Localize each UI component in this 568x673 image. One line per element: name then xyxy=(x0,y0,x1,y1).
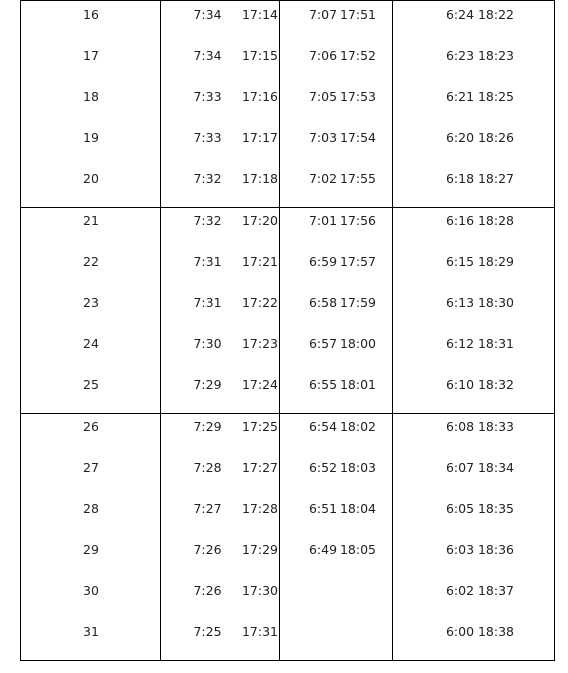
column-a-sunset: 17:27 xyxy=(241,460,279,475)
table-group xyxy=(20,0,555,208)
column-b-sunrise: 7:06 xyxy=(308,48,338,63)
column-c-sunrise: 6:03 xyxy=(445,542,475,557)
column-b-sunset: 17:52 xyxy=(339,48,377,63)
column-c-sunset: 18:25 xyxy=(477,89,515,104)
column-c-sunrise: 6:05 xyxy=(445,501,475,516)
column-c-sunset: 18:27 xyxy=(477,171,515,186)
table-row xyxy=(21,169,556,189)
column-b-sunset: 18:02 xyxy=(339,419,377,434)
column-a-sunset: 17:22 xyxy=(241,295,279,310)
column-a-sunset: 17:18 xyxy=(241,171,279,186)
column-a-sunset: 17:14 xyxy=(241,7,279,22)
column-a-sunset: 17:30 xyxy=(241,583,279,598)
column-c-sunrise: 6:07 xyxy=(445,460,475,475)
table-group xyxy=(20,413,555,661)
column-a-sunset: 17:17 xyxy=(241,130,279,145)
column-b-sunset: 17:56 xyxy=(339,213,377,228)
column-c-sunrise: 6:12 xyxy=(445,336,475,351)
table-row xyxy=(21,211,556,231)
column-a-sunrise: 7:25 xyxy=(193,624,222,639)
table-row xyxy=(21,252,556,272)
column-b-sunset: 17:54 xyxy=(339,130,377,145)
day-number: 26 xyxy=(83,419,99,434)
column-c-sunrise: 6:23 xyxy=(445,48,475,63)
column-b-sunset xyxy=(338,622,378,642)
column-a-sunset: 17:31 xyxy=(241,624,279,639)
column-c-sunset: 18:37 xyxy=(477,583,515,598)
table-row xyxy=(21,87,556,107)
column-a-sunrise: 7:27 xyxy=(193,501,222,516)
column-b-sunrise: 7:03 xyxy=(308,130,338,145)
column-a-sunrise: 7:32 xyxy=(193,213,222,228)
table-row xyxy=(21,581,556,601)
column-b-sunrise: 6:59 xyxy=(308,254,338,269)
column-c-sunset: 18:33 xyxy=(477,419,515,434)
day-number: 30 xyxy=(83,583,99,598)
column-c-sunset: 18:30 xyxy=(477,295,515,310)
column-b-sunrise: 6:57 xyxy=(308,336,338,351)
table-row xyxy=(21,128,556,148)
column-c-sunset: 18:29 xyxy=(477,254,515,269)
table-row xyxy=(21,622,556,642)
column-a-sunrise: 7:33 xyxy=(193,89,222,104)
column-a-sunset: 17:16 xyxy=(241,89,279,104)
column-c-sunrise: 6:24 xyxy=(445,7,475,22)
table-group xyxy=(20,207,555,414)
table-row xyxy=(21,293,556,313)
column-b-sunset: 17:59 xyxy=(339,295,377,310)
column-b-sunrise: 7:07 xyxy=(308,7,338,22)
column-b-sunrise: 6:55 xyxy=(308,377,338,392)
column-c-sunset: 18:32 xyxy=(477,377,515,392)
table-row xyxy=(21,334,556,354)
column-c-sunrise: 6:18 xyxy=(445,171,475,186)
column-c-sunset: 18:23 xyxy=(477,48,515,63)
column-b-sunrise: 7:02 xyxy=(308,171,338,186)
column-b-sunrise: 6:58 xyxy=(308,295,338,310)
table-row xyxy=(21,458,556,478)
day-number: 16 xyxy=(83,7,99,22)
column-c-sunrise: 6:21 xyxy=(445,89,475,104)
column-a-sunrise: 7:32 xyxy=(193,171,222,186)
column-c-sunset: 18:31 xyxy=(477,336,515,351)
column-b-sunset xyxy=(338,581,378,601)
day-number: 22 xyxy=(83,254,99,269)
column-a-sunset: 17:21 xyxy=(241,254,279,269)
column-a-sunrise: 7:34 xyxy=(193,7,222,22)
column-b-sunset: 17:55 xyxy=(339,171,377,186)
column-c-sunset: 18:28 xyxy=(477,213,515,228)
day-number: 28 xyxy=(83,501,99,516)
day-number: 21 xyxy=(83,213,99,228)
column-b-sunset: 18:03 xyxy=(339,460,377,475)
column-b-sunrise: 7:01 xyxy=(308,213,338,228)
column-a-sunrise: 7:29 xyxy=(193,419,222,434)
column-a-sunrise: 7:29 xyxy=(193,377,222,392)
column-b-sunset: 17:57 xyxy=(339,254,377,269)
column-c-sunrise: 6:00 xyxy=(445,624,475,639)
column-c-sunrise: 6:10 xyxy=(445,377,475,392)
column-b-sunrise: 6:49 xyxy=(308,542,338,557)
column-c-sunrise: 6:13 xyxy=(445,295,475,310)
column-c-sunrise: 6:20 xyxy=(445,130,475,145)
column-c-sunrise: 6:16 xyxy=(445,213,475,228)
day-number: 29 xyxy=(83,542,99,557)
column-c-sunrise: 6:02 xyxy=(445,583,475,598)
day-number: 18 xyxy=(83,89,99,104)
column-b-sunset: 17:53 xyxy=(339,89,377,104)
day-number: 20 xyxy=(83,171,99,186)
column-a-sunrise: 7:33 xyxy=(193,130,222,145)
column-c-sunset: 18:34 xyxy=(477,460,515,475)
column-b-sunset: 18:04 xyxy=(339,501,377,516)
table-row xyxy=(21,5,556,25)
column-c-sunrise: 6:15 xyxy=(445,254,475,269)
day-number: 19 xyxy=(83,130,99,145)
column-a-sunrise: 7:31 xyxy=(193,295,222,310)
column-a-sunset: 17:28 xyxy=(241,501,279,516)
day-number: 17 xyxy=(83,48,99,63)
day-number: 23 xyxy=(83,295,99,310)
table-row xyxy=(21,499,556,519)
column-a-sunset: 17:24 xyxy=(241,377,279,392)
column-a-sunset: 17:29 xyxy=(241,542,279,557)
column-a-sunrise: 7:26 xyxy=(193,542,222,557)
column-b-sunrise: 6:54 xyxy=(308,419,338,434)
column-b-sunset: 18:00 xyxy=(339,336,377,351)
column-a-sunset: 17:23 xyxy=(241,336,279,351)
column-c-sunset: 18:38 xyxy=(477,624,515,639)
day-number: 27 xyxy=(83,460,99,475)
column-a-sunrise: 7:34 xyxy=(193,48,222,63)
column-c-sunset: 18:35 xyxy=(477,501,515,516)
day-number: 31 xyxy=(83,624,99,639)
column-c-sunset: 18:22 xyxy=(477,7,515,22)
column-a-sunset: 17:25 xyxy=(241,419,279,434)
column-b-sunrise: 6:51 xyxy=(308,501,338,516)
column-b-sunset: 17:51 xyxy=(339,7,377,22)
column-c-sunset: 18:26 xyxy=(477,130,515,145)
table-row xyxy=(21,540,556,560)
column-a-sunrise: 7:26 xyxy=(193,583,222,598)
column-a-sunset: 17:15 xyxy=(241,48,279,63)
column-a-sunset: 17:20 xyxy=(241,213,279,228)
column-b-sunrise: 7:05 xyxy=(308,89,338,104)
column-a-sunrise: 7:30 xyxy=(193,336,222,351)
sunrise-sunset-table xyxy=(20,0,555,661)
column-b-sunset: 18:05 xyxy=(339,542,377,557)
column-c-sunrise: 6:08 xyxy=(445,419,475,434)
table-row xyxy=(21,46,556,66)
day-number: 24 xyxy=(83,336,99,351)
column-c-sunset: 18:36 xyxy=(477,542,515,557)
column-a-sunrise: 7:28 xyxy=(193,460,222,475)
column-b-sunrise: 6:52 xyxy=(308,460,338,475)
column-b-sunset: 18:01 xyxy=(339,377,377,392)
table-row xyxy=(21,417,556,437)
column-a-sunrise: 7:31 xyxy=(193,254,222,269)
day-number: 25 xyxy=(83,377,99,392)
table-row xyxy=(21,375,556,395)
